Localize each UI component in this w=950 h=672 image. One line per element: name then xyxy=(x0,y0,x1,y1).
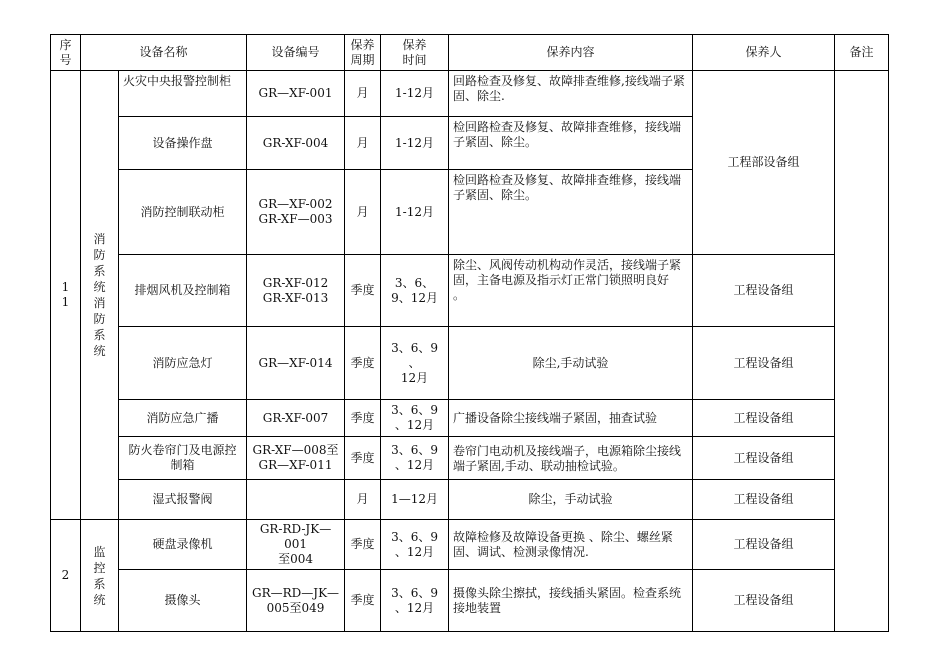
cycle-cell: 季度 xyxy=(345,570,381,632)
person-cell: 工程设备组 xyxy=(693,327,835,400)
device-no-cell: GR—RD—JK— 005至049 xyxy=(247,570,345,632)
time-cell: 3、6、9 、12月 xyxy=(381,570,449,632)
device-name-cell: 火灾中央报警控制柜 xyxy=(119,71,247,117)
time-cell: 3、6、9 、 12月 xyxy=(381,327,449,400)
device-no-cell: GR-RD-JK—001 至004 xyxy=(247,520,345,570)
cycle-cell: 月 xyxy=(345,170,381,255)
person-merged-cell: 工程部设备组 xyxy=(693,71,835,255)
device-no-cell xyxy=(247,480,345,520)
content-cell: 故障检修及故障设备更换 、除尘、螺丝紧固、调试、检测录像情况. xyxy=(449,520,693,570)
table-row xyxy=(51,327,889,400)
group-seq: 2 xyxy=(51,520,81,632)
time-cell: 1—12月 xyxy=(381,480,449,520)
table-row xyxy=(51,520,889,570)
device-no-cell: GR-XF—008至 GR—XF-011 xyxy=(247,437,345,480)
cycle-cell: 季度 xyxy=(345,327,381,400)
device-no-cell: GR-XF-012 GR-XF-013 xyxy=(247,255,345,327)
table-row xyxy=(51,480,889,520)
time-cell: 3、6、9 、12月 xyxy=(381,400,449,437)
device-name-cell: 硬盘录像机 xyxy=(119,520,247,570)
table-row xyxy=(51,437,889,480)
cycle-cell: 季度 xyxy=(345,400,381,437)
device-no-cell: GR—XF-002 GR-XF—003 xyxy=(247,170,345,255)
remark-cell xyxy=(835,71,889,632)
cycle-cell: 季度 xyxy=(345,255,381,327)
header-content: 保养内容 xyxy=(449,35,693,71)
time-cell: 1-12月 xyxy=(381,170,449,255)
device-name-cell: 湿式报警阀 xyxy=(119,480,247,520)
maintenance-table xyxy=(50,34,889,632)
time-cell: 1-12月 xyxy=(381,117,449,170)
table-row xyxy=(51,570,889,632)
device-name-cell: 排烟风机及控制箱 xyxy=(119,255,247,327)
content-cell: 广播设备除尘接线端子紧固，抽查试验 xyxy=(449,400,693,437)
content-cell: 摄像头除尘擦拭，接线插头紧固。检查系统接地装置 xyxy=(449,570,693,632)
person-cell: 工程设备组 xyxy=(693,480,835,520)
device-no-cell: GR-XF-004 xyxy=(247,117,345,170)
time-cell: 3、6、9、12月 xyxy=(381,255,449,327)
content-cell: 除尘,手动试验 xyxy=(449,327,693,400)
person-cell: 工程设备组 xyxy=(693,520,835,570)
header-remark: 备注 xyxy=(835,35,889,71)
maintenance-table-sheet xyxy=(50,34,888,632)
cycle-cell: 季度 xyxy=(345,520,381,570)
device-no-cell: GR-XF-007 xyxy=(247,400,345,437)
group-category: 消防系统消防系统 xyxy=(81,71,119,520)
cycle-cell: 月 xyxy=(345,117,381,170)
device-no-cell: GR—XF-014 xyxy=(247,327,345,400)
device-name-cell: 消防应急灯 xyxy=(119,327,247,400)
content-cell: 卷帘门电动机及接线端子，电源箱除尘接线端子紧固,手动、联动抽检试验。 xyxy=(449,437,693,480)
cycle-cell: 月 xyxy=(345,71,381,117)
device-no-cell: GR—XF-001 xyxy=(247,71,345,117)
header-seq: 序号 xyxy=(51,35,81,71)
table-row xyxy=(51,255,889,327)
time-cell: 3、6、9 、12月 xyxy=(381,520,449,570)
device-name-cell: 摄像头 xyxy=(119,570,247,632)
header-row xyxy=(51,35,889,71)
group-seq: 11 xyxy=(51,71,81,520)
header-device-no: 设备编号 xyxy=(247,35,345,71)
header-person: 保养人 xyxy=(693,35,835,71)
time-cell: 1-12月 xyxy=(381,71,449,117)
table-row xyxy=(51,71,889,117)
person-cell: 工程设备组 xyxy=(693,437,835,480)
content-cell: 回路检查及修复、故障排查维修,接线端子紧固、除尘. xyxy=(449,71,693,117)
header-cycle: 保养周期 xyxy=(345,35,381,71)
content-cell: 检回路检查及修复、故障排查维修，接线端子紧固、除尘。 xyxy=(449,170,693,255)
time-cell: 3、6、9 、12月 xyxy=(381,437,449,480)
content-cell: 除尘，手动试验 xyxy=(449,480,693,520)
cycle-cell: 季度 xyxy=(345,437,381,480)
header-time: 保养时间 xyxy=(381,35,449,71)
person-cell: 工程设备组 xyxy=(693,255,835,327)
content-cell: 除尘、风阀传动机构动作灵活，接线端子紧固，主备电源及指示灯正常门锁照明良好 。 xyxy=(449,255,693,327)
device-name-cell: 消防控制联动柜 xyxy=(119,170,247,255)
content-cell: 检回路检查及修复、故障排查维修，接线端子紧固、除尘。 xyxy=(449,117,693,170)
cycle-cell: 月 xyxy=(345,480,381,520)
person-cell: 工程设备组 xyxy=(693,570,835,632)
group-category: 监控系统 xyxy=(81,520,119,632)
person-cell: 工程设备组 xyxy=(693,400,835,437)
header-device-name: 设备名称 xyxy=(81,35,247,71)
device-name-cell: 设备操作盘 xyxy=(119,117,247,170)
device-name-cell: 消防应急广播 xyxy=(119,400,247,437)
device-name-cell: 防火卷帘门及电源控制箱 xyxy=(119,437,247,480)
table-row xyxy=(51,400,889,437)
